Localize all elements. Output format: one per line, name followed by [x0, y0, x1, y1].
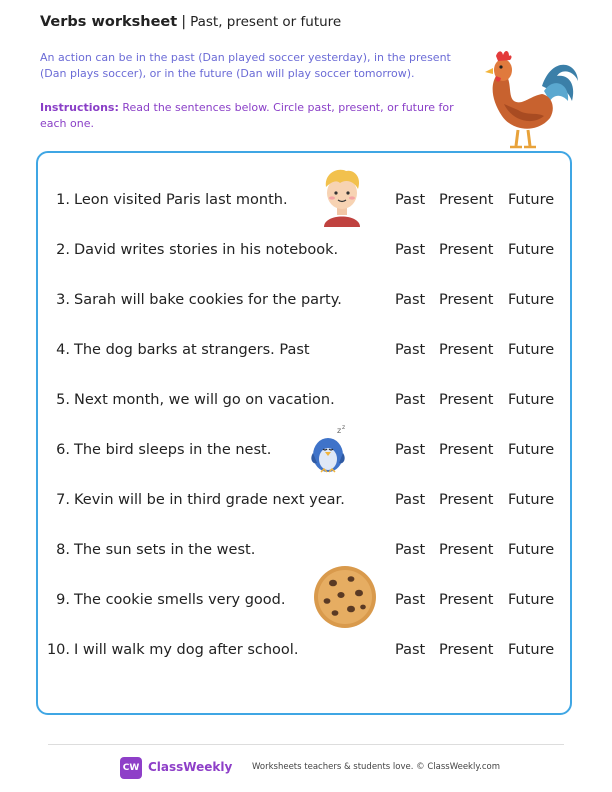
option-past[interactable]: Past — [395, 642, 426, 658]
title-separator: | — [181, 14, 187, 30]
question-sentence: Leon visited Paris last month. — [74, 192, 288, 208]
option-past[interactable]: Past — [395, 542, 426, 558]
question-sentence: The sun sets in the west. — [74, 542, 256, 558]
question-sentence: The cookie smells very good. — [74, 592, 286, 608]
question-number: 7. — [56, 492, 70, 508]
question-row — [38, 435, 574, 465]
question-sentence: The bird sleeps in the nest. — [74, 442, 272, 458]
sentences-box — [36, 151, 572, 715]
classweekly-logo: CW — [120, 757, 142, 779]
option-past[interactable]: Past — [395, 492, 426, 508]
instructions — [40, 100, 460, 132]
question-sentence: I will walk my dog after school. — [74, 642, 299, 658]
option-present[interactable]: Present — [439, 342, 494, 358]
question-sentence: Kevin will be in third grade next year. — [74, 492, 345, 508]
question-number: 9. — [56, 592, 70, 608]
instructions-text: Read the sentences below. Circle past, present, or future for each one. — [40, 101, 454, 130]
question-sentence: The dog barks at strangers. Past — [74, 342, 310, 358]
option-future[interactable]: Future — [508, 542, 555, 558]
worksheet-header — [40, 14, 341, 30]
question-number: 5. — [56, 392, 70, 408]
option-past[interactable]: Past — [395, 342, 426, 358]
option-future[interactable]: Future — [508, 392, 555, 408]
question-number: 2. — [56, 242, 70, 258]
svg-text:z: z — [342, 424, 346, 431]
question-row — [38, 485, 574, 515]
option-future[interactable]: Future — [508, 592, 555, 608]
option-future[interactable]: Future — [508, 442, 555, 458]
svg-text:z: z — [337, 426, 342, 435]
question-number: 1. — [56, 192, 70, 208]
option-future[interactable]: Future — [508, 342, 555, 358]
boy-face-icon — [318, 165, 366, 227]
option-future[interactable]: Future — [508, 242, 555, 258]
question-row — [38, 385, 574, 415]
question-row — [38, 635, 574, 665]
option-present[interactable]: Present — [439, 592, 494, 608]
option-past[interactable]: Past — [395, 442, 426, 458]
question-row — [38, 235, 574, 265]
question-number: 10. — [46, 642, 70, 658]
option-past[interactable]: Past — [395, 292, 426, 308]
option-past[interactable]: Past — [395, 192, 426, 208]
option-future[interactable]: Future — [508, 292, 555, 308]
question-row — [38, 585, 574, 615]
question-row — [38, 335, 574, 365]
question-number: 6. — [56, 442, 70, 458]
rooster-illustration — [482, 46, 580, 154]
option-present[interactable]: Present — [439, 542, 494, 558]
worksheet-title: Verbs worksheet — [40, 14, 178, 30]
brand-name: ClassWeekly — [148, 760, 233, 774]
question-row — [38, 285, 574, 315]
option-future[interactable]: Future — [508, 192, 555, 208]
option-past[interactable]: Past — [395, 242, 426, 258]
option-present[interactable]: Present — [439, 392, 494, 408]
footer-tagline: Worksheets teachers & students love. © ClassWeekly.com — [252, 762, 501, 772]
worksheet-subtitle: Past, present or future — [190, 14, 342, 30]
option-present[interactable]: Present — [439, 242, 494, 258]
question-sentence: David writes stories in his notebook. — [74, 242, 339, 258]
option-present[interactable]: Present — [439, 192, 494, 208]
question-number: 8. — [56, 542, 70, 558]
cookie-icon — [313, 565, 377, 629]
option-past[interactable]: Past — [395, 392, 426, 408]
option-past[interactable]: Past — [395, 592, 426, 608]
question-number: 4. — [56, 342, 70, 358]
intro-text: An action can be in the past (Dan played soccer yesterday), in the present (Dan plays soccer), or in the future (Dan will play soccer tomorrow). — [40, 51, 451, 80]
option-future[interactable]: Future — [508, 492, 555, 508]
question-sentence: Next month, we will go on vacation. — [74, 392, 335, 408]
option-future[interactable]: Future — [508, 642, 555, 658]
question-sentence: Sarah will bake cookies for the party. — [74, 292, 342, 308]
option-present[interactable]: Present — [439, 292, 494, 308]
option-present[interactable]: Present — [439, 492, 494, 508]
sleeping-bird-icon — [309, 423, 351, 475]
instructions-label: Instructions: — [40, 101, 119, 114]
footer-divider — [48, 744, 564, 745]
question-row — [38, 535, 574, 565]
option-present[interactable]: Present — [439, 642, 494, 658]
question-number: 3. — [56, 292, 70, 308]
option-present[interactable]: Present — [439, 442, 494, 458]
question-row — [38, 185, 574, 215]
